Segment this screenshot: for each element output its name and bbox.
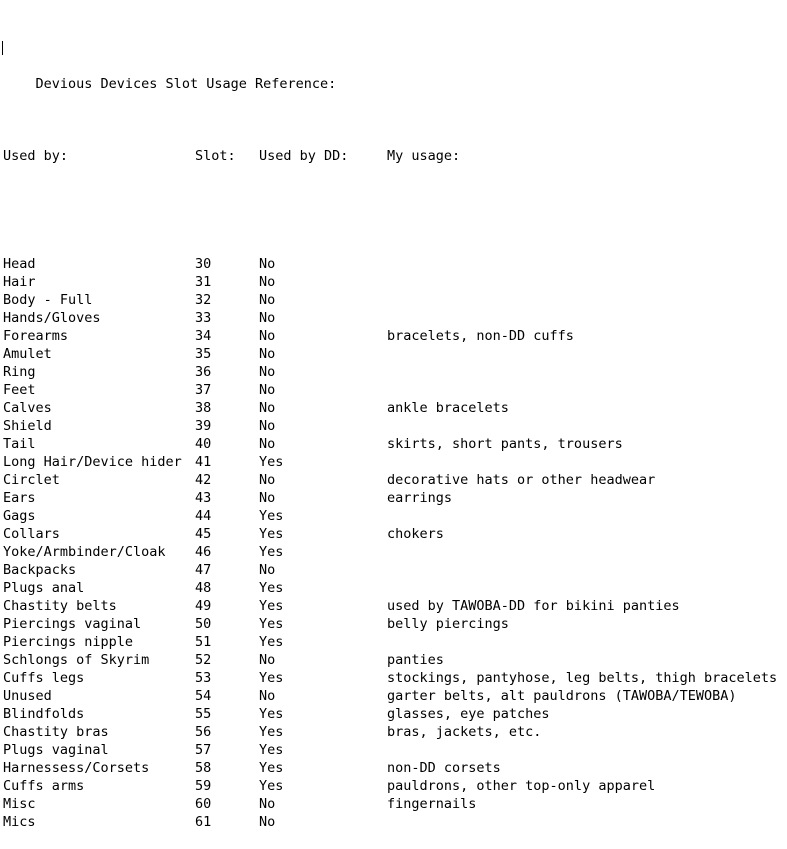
- table-row: [3, 579, 336, 597]
- table-row: [3, 399, 509, 417]
- row-used-by: Shield: [3, 418, 52, 434]
- row-slot: 46: [195, 544, 212, 560]
- row-my-usage: belly piercings: [387, 616, 509, 632]
- row-my-usage: garter belts, alt pauldrons (TAWOBA/TEWOBA): [387, 688, 737, 704]
- row-used-by-dd: No: [259, 796, 276, 812]
- row-used-by: Gags: [3, 508, 36, 524]
- table-row: [3, 255, 336, 273]
- row-used-by: Unused: [3, 688, 52, 704]
- title-line: [3, 39, 337, 92]
- header-used-by: Used by:: [3, 148, 69, 164]
- table-row: [3, 525, 444, 543]
- row-used-by: Schlongs of Skyrim: [3, 652, 150, 668]
- row-slot: 40: [195, 436, 212, 452]
- header-slot: Slot:: [195, 148, 236, 164]
- table-row: [3, 489, 453, 507]
- table-row: [3, 273, 336, 291]
- row-used-by: Plugs anal: [3, 580, 85, 596]
- row-used-by: Circlet: [3, 472, 60, 488]
- row-used-by-dd: Yes: [259, 742, 284, 758]
- row-slot: 43: [195, 490, 212, 506]
- row-slot: 52: [195, 652, 212, 668]
- table-row: [3, 561, 336, 579]
- row-used-by-dd: No: [259, 490, 276, 506]
- table-row: [3, 309, 336, 327]
- table-row: [3, 417, 336, 435]
- header-line: [3, 147, 461, 165]
- blank-line: [3, 93, 336, 111]
- row-used-by: Cuffs arms: [3, 778, 85, 794]
- table-row: [3, 633, 336, 651]
- row-my-usage: ankle bracelets: [387, 400, 509, 416]
- row-my-usage: chokers: [387, 526, 444, 542]
- table-row: [3, 345, 336, 363]
- row-my-usage: panties: [387, 652, 444, 668]
- row-used-by-dd: No: [259, 436, 276, 452]
- table-row: [3, 705, 550, 723]
- row-slot: 57: [195, 742, 212, 758]
- row-used-by: Ring: [3, 364, 36, 380]
- row-used-by: Collars: [3, 526, 60, 542]
- row-slot: 56: [195, 724, 212, 740]
- row-used-by-dd: Yes: [259, 706, 284, 722]
- row-slot: 51: [195, 634, 212, 650]
- row-used-by: Backpacks: [3, 562, 77, 578]
- row-slot: 48: [195, 580, 212, 596]
- row-used-by-dd: Yes: [259, 670, 284, 686]
- row-slot: 30: [195, 256, 212, 272]
- row-used-by: Calves: [3, 400, 52, 416]
- table-row: [3, 291, 336, 309]
- row-used-by-dd: No: [259, 346, 276, 362]
- header-used-by-dd: Used by DD:: [259, 148, 349, 164]
- table-row: [3, 795, 477, 813]
- row-used-by: Chastity belts: [3, 598, 117, 614]
- row-used-by: Harnessess/Corsets: [3, 760, 150, 776]
- table-row: [3, 651, 444, 669]
- row-used-by: Hair: [3, 274, 36, 290]
- row-my-usage: earrings: [387, 490, 453, 506]
- row-slot: 55: [195, 706, 212, 722]
- row-used-by-dd: Yes: [259, 616, 284, 632]
- row-used-by-dd: No: [259, 562, 276, 578]
- row-used-by-dd: Yes: [259, 724, 284, 740]
- row-used-by: Body - Full: [3, 292, 93, 308]
- table-row: [3, 507, 336, 525]
- table-row: [3, 327, 574, 345]
- row-used-by: Tail: [3, 436, 36, 452]
- row-my-usage: skirts, short pants, trousers: [387, 436, 623, 452]
- row-used-by-dd: No: [259, 688, 276, 704]
- table-row: [3, 669, 778, 687]
- row-slot: 49: [195, 598, 212, 614]
- row-slot: 32: [195, 292, 212, 308]
- row-used-by-dd: No: [259, 814, 276, 830]
- row-used-by: Hands/Gloves: [3, 310, 101, 326]
- row-used-by-dd: Yes: [259, 598, 284, 614]
- row-used-by-dd: Yes: [259, 778, 284, 794]
- row-slot: 31: [195, 274, 212, 290]
- row-slot: 39: [195, 418, 212, 434]
- row-used-by-dd: No: [259, 274, 276, 290]
- document-title: Devious Devices Slot Usage Reference:: [35, 76, 337, 92]
- table-row: [3, 687, 737, 705]
- row-used-by-dd: Yes: [259, 526, 284, 542]
- blank-line: [3, 201, 336, 219]
- row-used-by-dd: Yes: [259, 634, 284, 650]
- row-used-by-dd: No: [259, 292, 276, 308]
- row-used-by-dd: No: [259, 472, 276, 488]
- table-row: [3, 363, 336, 381]
- row-used-by: Cuffs legs: [3, 670, 85, 686]
- row-used-by: Mics: [3, 814, 36, 830]
- row-used-by-dd: Yes: [259, 760, 284, 776]
- row-used-by-dd: Yes: [259, 508, 284, 524]
- row-slot: 53: [195, 670, 212, 686]
- table-row: [3, 543, 336, 561]
- row-slot: 45: [195, 526, 212, 542]
- row-used-by: Yoke/Armbinder/Cloak: [3, 544, 166, 560]
- row-slot: 36: [195, 364, 212, 380]
- table-row: [3, 471, 656, 489]
- table-row: [3, 813, 336, 831]
- row-used-by: Feet: [3, 382, 36, 398]
- row-used-by-dd: No: [259, 400, 276, 416]
- table-row: [3, 615, 509, 633]
- row-slot: 34: [195, 328, 212, 344]
- row-used-by-dd: No: [259, 364, 276, 380]
- row-my-usage: fingernails: [387, 796, 477, 812]
- row-used-by: Blindfolds: [3, 706, 85, 722]
- row-slot: 54: [195, 688, 212, 704]
- row-slot: 38: [195, 400, 212, 416]
- row-used-by-dd: No: [259, 652, 276, 668]
- row-used-by: Forearms: [3, 328, 69, 344]
- row-my-usage: pauldrons, other top-only apparel: [387, 778, 656, 794]
- row-my-usage: non-DD corsets: [387, 760, 501, 776]
- row-used-by-dd: Yes: [259, 580, 284, 596]
- table-row: [3, 741, 336, 759]
- row-my-usage: decorative hats or other headwear: [387, 472, 656, 488]
- row-slot: 44: [195, 508, 212, 524]
- row-used-by: Long Hair/Device hider: [3, 454, 182, 470]
- row-slot: 37: [195, 382, 212, 398]
- row-used-by: Chastity bras: [3, 724, 109, 740]
- table-row: [3, 597, 680, 615]
- table-row: [3, 381, 336, 399]
- row-my-usage: glasses, eye patches: [387, 706, 550, 722]
- row-slot: 41: [195, 454, 212, 470]
- row-used-by-dd: No: [259, 382, 276, 398]
- row-slot: 42: [195, 472, 212, 488]
- row-slot: 60: [195, 796, 212, 812]
- row-used-by-dd: No: [259, 310, 276, 326]
- slot-table: [3, 255, 778, 831]
- row-my-usage: bracelets, non-DD cuffs: [387, 328, 574, 344]
- row-used-by-dd: No: [259, 256, 276, 272]
- row-used-by: Misc: [3, 796, 36, 812]
- table-row: [3, 435, 623, 453]
- text-document[interactable]: [3, 3, 778, 849]
- row-slot: 58: [195, 760, 212, 776]
- row-used-by: Head: [3, 256, 36, 272]
- row-my-usage: stockings, pantyhose, leg belts, thigh bracelets: [387, 670, 778, 686]
- row-used-by: Piercings vaginal: [3, 616, 142, 632]
- row-slot: 50: [195, 616, 212, 632]
- row-slot: 33: [195, 310, 212, 326]
- row-slot: 59: [195, 778, 212, 794]
- row-used-by-dd: No: [259, 418, 276, 434]
- row-used-by: Ears: [3, 490, 36, 506]
- row-used-by-dd: Yes: [259, 544, 284, 560]
- row-slot: 47: [195, 562, 212, 578]
- header-my-usage: My usage:: [387, 148, 461, 164]
- row-slot: 61: [195, 814, 212, 830]
- table-row: [3, 723, 542, 741]
- row-my-usage: bras, jackets, etc.: [387, 724, 542, 740]
- table-row: [3, 777, 656, 795]
- row-slot: 35: [195, 346, 212, 362]
- row-used-by: Amulet: [3, 346, 52, 362]
- text-cursor: [2, 41, 3, 55]
- table-row: [3, 453, 336, 471]
- row-used-by: Piercings nipple: [3, 634, 134, 650]
- row-used-by-dd: No: [259, 328, 276, 344]
- row-my-usage: used by TAWOBA-DD for bikini panties: [387, 598, 680, 614]
- row-used-by-dd: Yes: [259, 454, 284, 470]
- table-row: [3, 759, 501, 777]
- row-used-by: Plugs vaginal: [3, 742, 109, 758]
